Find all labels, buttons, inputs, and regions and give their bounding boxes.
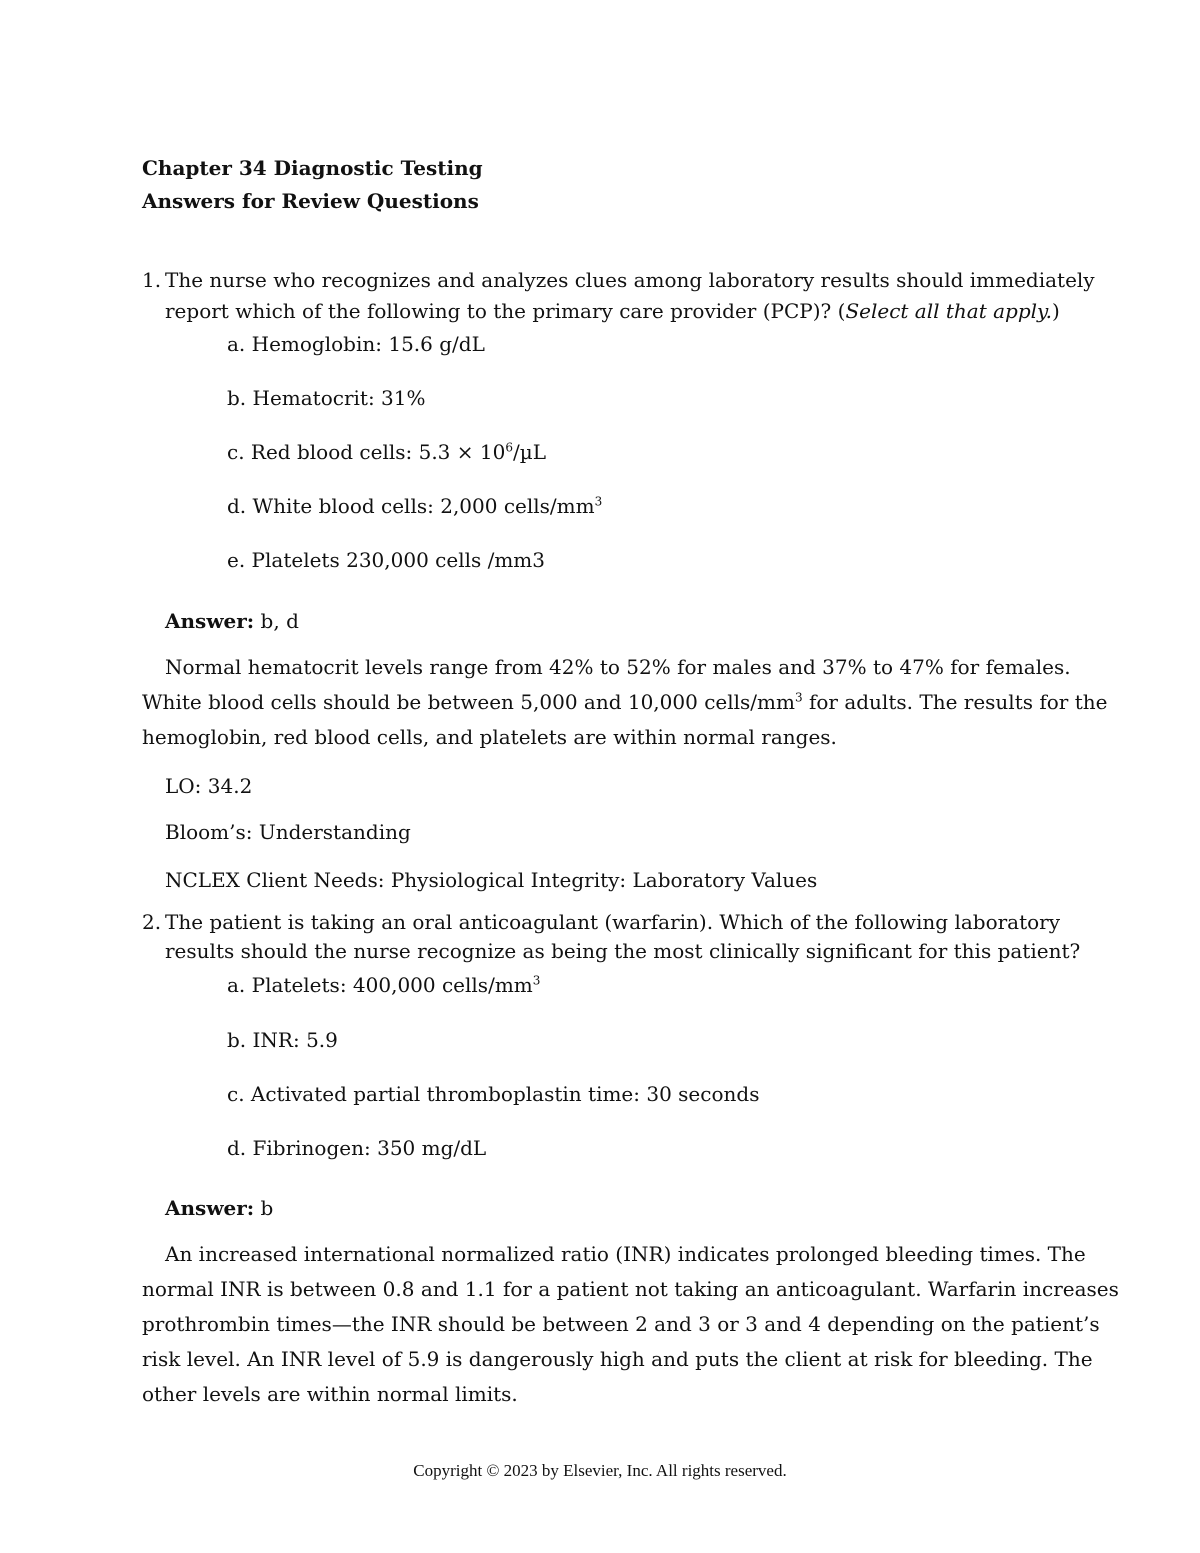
question-1-text-line-1: The nurse who recognizes and analyzes clues among laboratory results should immediately	[165, 268, 1095, 292]
copyright-footer: Copyright © 2023 by Elsevier, Inc. All rights reserved.	[413, 1461, 787, 1480]
question-1-option-d	[227, 494, 602, 518]
question-2-option-a	[227, 973, 540, 997]
option-d-text: d. White blood cells: 2,000 cells/mm	[227, 494, 595, 518]
section-subtitle: Answers for Review Questions	[142, 189, 479, 213]
question-2-number: 2.	[142, 910, 162, 934]
question-2-text-line-1: The patient is taking an oral anticoagulant (warfarin). Which of the following laboratory	[165, 910, 1061, 934]
question-1-learning-objective: LO: 34.2	[165, 774, 253, 798]
question-2-rationale-line-2: normal INR is between 0.8 and 1.1 for a patient not taking an anticoagulant. Warfarin increases	[142, 1277, 1119, 1301]
question-1-line-2-close: )	[1052, 299, 1060, 323]
question-1-text-line-2	[165, 299, 1060, 323]
question-1-option-b: b. Hematocrit: 31%	[227, 386, 426, 410]
question-2-option-d: d. Fibrinogen: 350 mg/dL	[227, 1136, 487, 1160]
question-2-text-line-2: results should the nurse recognize as being the most clinically significant for this patient?	[165, 939, 1081, 963]
question-2-answer	[165, 1196, 273, 1220]
option-a-text: a. Platelets: 400,000 cells/mm	[227, 973, 533, 997]
option-c-exponent: 6	[505, 440, 513, 455]
question-1-rationale-line-2	[142, 685, 1107, 720]
question-1-blooms: Bloom’s: Understanding	[165, 820, 411, 844]
answer-value: b, d	[254, 609, 299, 633]
answer-label: Answer:	[165, 1196, 255, 1220]
option-a-exponent: 3	[532, 973, 541, 988]
rationale-text-cont: for adults. The results for the	[802, 690, 1108, 714]
question-2-rationale-line-4: risk level. An INR level of 5.9 is dangerously high and puts the client at risk for bleeding. The	[142, 1347, 1093, 1371]
select-all-instruction: Select all that apply.	[845, 299, 1053, 323]
question-2-rationale-line-3: prothrombin times—the INR should be between 2 and 3 or 3 and 4 depending on the patient’s	[142, 1312, 1100, 1336]
question-1-rationale-line-1: Normal hematocrit levels range from 42% to 52% for males and 37% to 47% for females.	[165, 655, 1071, 679]
question-2-option-c: c. Activated partial thromboplastin time: 30 seconds	[227, 1082, 760, 1106]
answer-label: Answer:	[165, 609, 255, 633]
question-2-option-b: b. INR: 5.9	[227, 1028, 338, 1052]
rationale-text: White blood cells should be between 5,000 and 10,000 cells/mm	[142, 690, 795, 714]
chapter-title: Chapter 34 Diagnostic Testing	[142, 156, 483, 180]
question-1-rationale-line-3: hemoglobin, red blood cells, and platelets are within normal ranges.	[142, 725, 837, 749]
question-1-line-2-text: report which of the following to the primary care provider (PCP)? (	[165, 299, 846, 323]
question-1-nclex: NCLEX Client Needs: Physiological Integrity: Laboratory Values	[165, 868, 818, 892]
question-2-rationale-line-5: other levels are within normal limits.	[142, 1382, 518, 1406]
question-2-rationale-line-1: An increased international normalized ratio (INR) indicates prolonged bleeding times. The	[165, 1242, 1086, 1266]
question-1-option-e: e. Platelets 230,000 cells /mm3	[227, 548, 545, 572]
question-1-option-c	[227, 440, 546, 464]
option-c-text: c. Red blood cells: 5.3 × 10	[227, 440, 506, 464]
answer-value: b	[254, 1196, 274, 1220]
question-1-option-a: a. Hemoglobin: 15.6 g/dL	[227, 332, 485, 356]
question-1-answer	[165, 609, 299, 633]
option-d-exponent: 3	[594, 494, 603, 509]
rationale-exponent: 3	[794, 690, 803, 705]
option-c-unit: /µL	[512, 440, 547, 464]
question-1-number: 1.	[142, 268, 162, 292]
